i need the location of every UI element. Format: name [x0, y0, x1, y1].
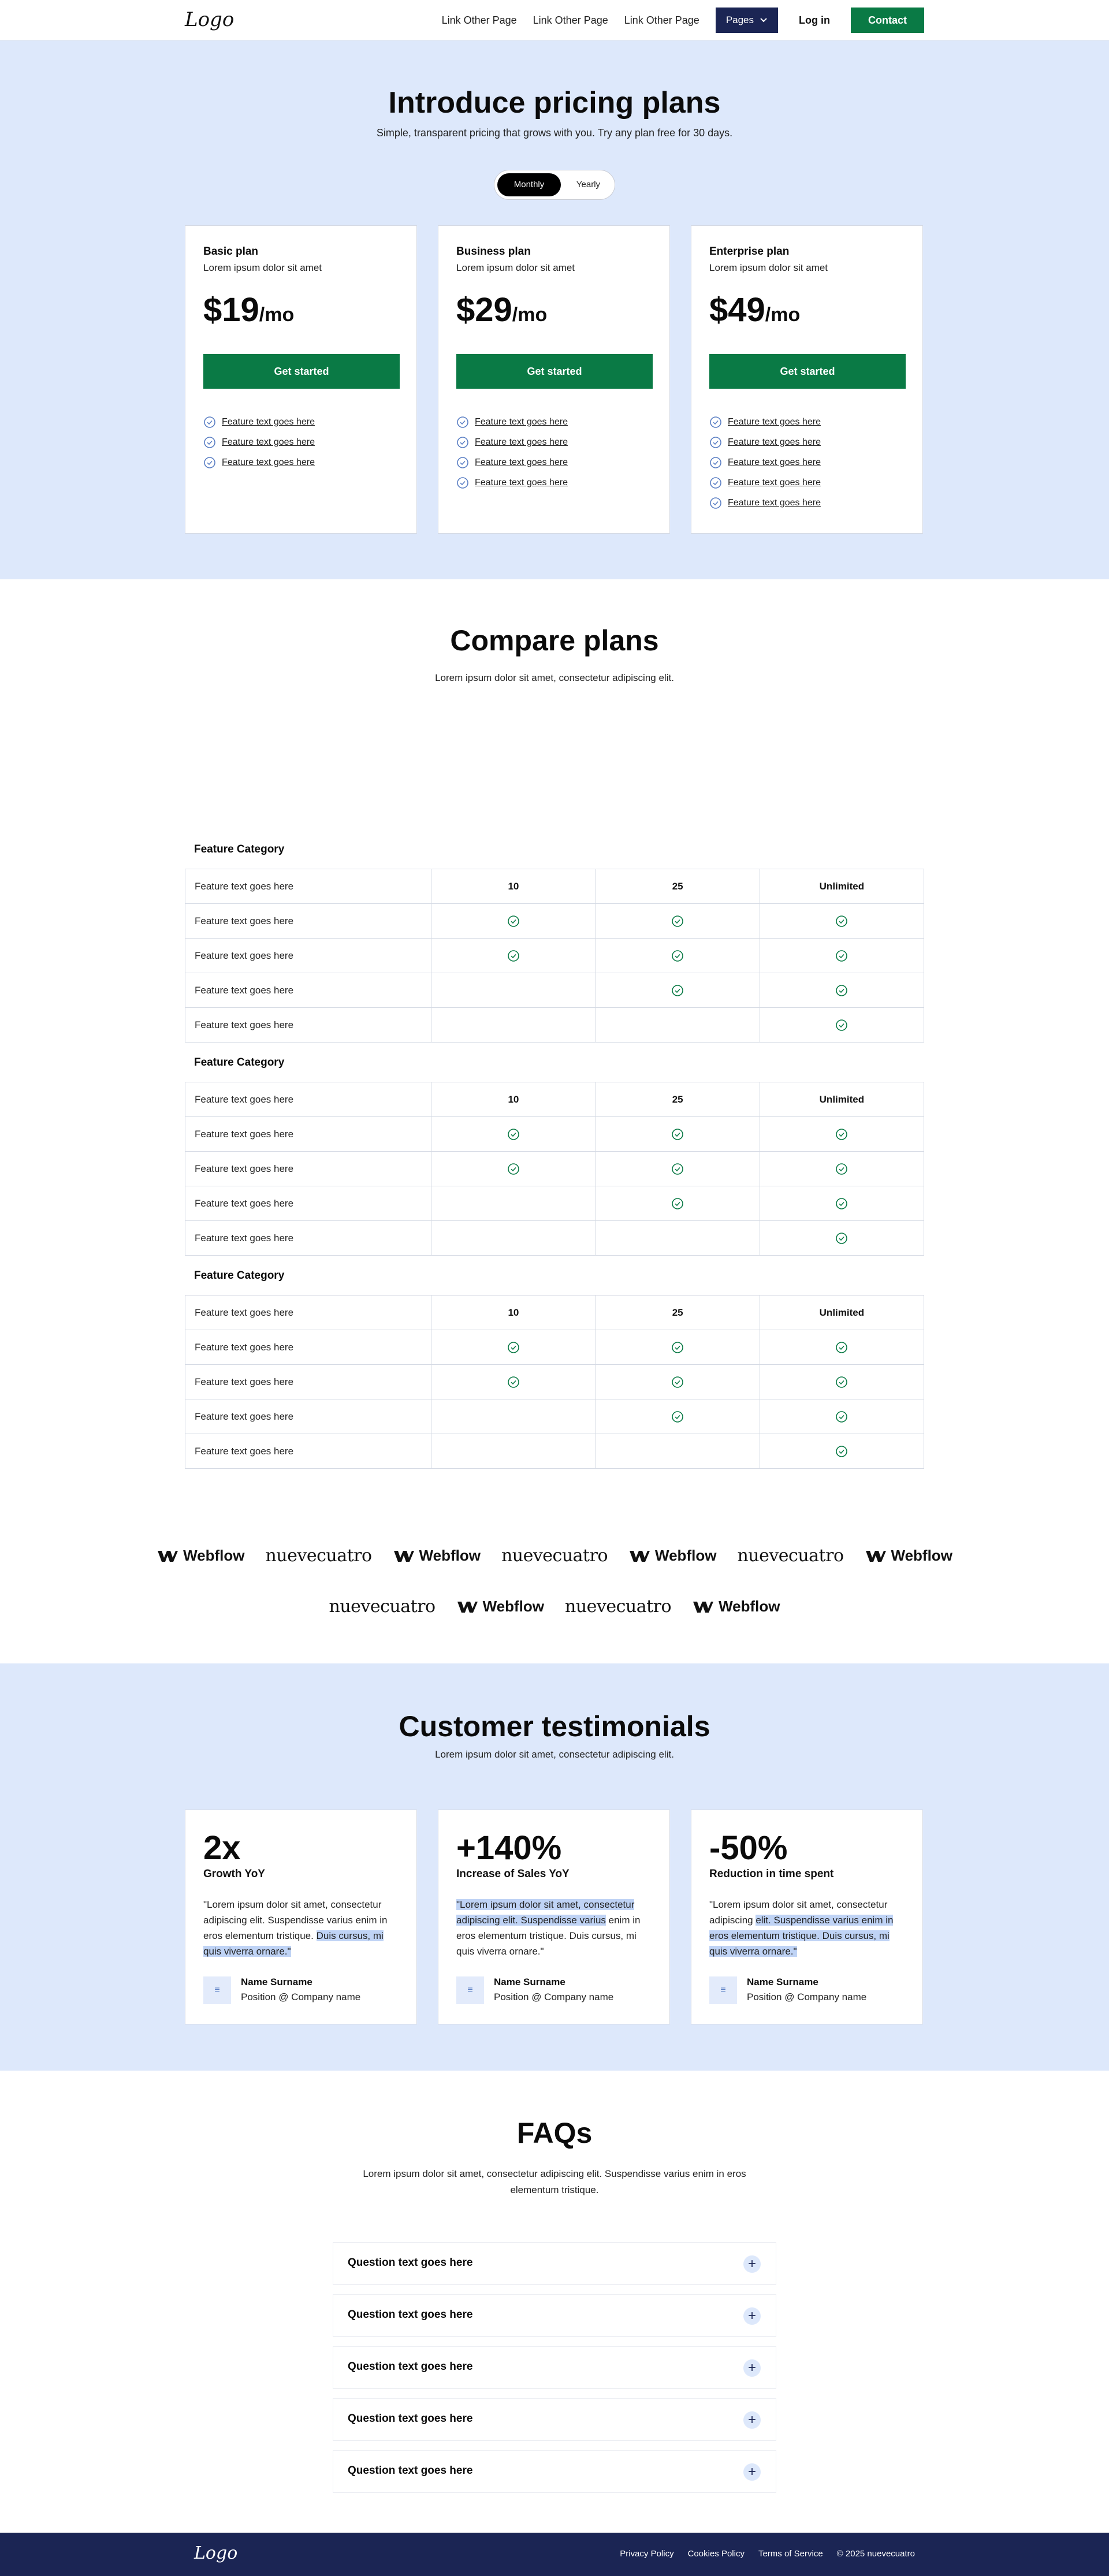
brand-logo-nuevecuatro: nuevecuatro	[501, 1546, 608, 1566]
compare-feature-label: Feature text goes here	[185, 1082, 431, 1117]
check-circle-icon	[507, 915, 520, 928]
nav-link-2[interactable]: Link Other Page	[533, 14, 608, 26]
compare-cell	[760, 1008, 924, 1043]
webflow-logo-icon	[628, 1549, 650, 1563]
check-circle-icon	[835, 1445, 848, 1458]
table-row	[185, 904, 924, 939]
compare-value: Unlimited	[760, 1082, 924, 1117]
brand-name: Webflow	[891, 1547, 952, 1564]
testimonial-stat: -50%	[709, 1829, 788, 1867]
logo[interactable]: Logo	[185, 8, 235, 31]
compare-cell	[760, 1330, 924, 1365]
compare-cell	[596, 1434, 760, 1469]
table-row	[185, 1186, 924, 1221]
check-circle-icon	[456, 416, 469, 429]
get-started-button[interactable]: Get started	[709, 354, 906, 389]
compare-cell	[431, 1330, 596, 1365]
plus-icon[interactable]: +	[743, 2307, 761, 2325]
testimonial-stat-label: Increase of Sales YoY	[456, 1868, 570, 1880]
feature-category-title: Feature Category	[194, 1056, 285, 1069]
compare-feature-label: Feature text goes here	[185, 1008, 431, 1043]
plan-feature-list	[456, 412, 568, 493]
faq-title: FAQs	[516, 2117, 593, 2149]
feature-category-title: Feature Category	[194, 1270, 285, 1282]
plus-icon[interactable]: +	[743, 2359, 761, 2377]
pricing-section	[0, 40, 1109, 579]
table-row	[185, 973, 924, 1008]
plan-feature	[709, 412, 821, 432]
plan-feature-text[interactable]: Feature text goes here	[728, 457, 821, 467]
check-circle-icon	[709, 416, 722, 429]
table-row	[185, 1221, 924, 1256]
brand-logo-nuevecuatro: nuevecuatro	[565, 1596, 672, 1617]
plan-feature-text[interactable]: Feature text goes here	[728, 416, 821, 427]
table-row	[185, 1330, 924, 1365]
brand-name: Webflow	[482, 1598, 544, 1615]
testimonial-name: Name Surname	[241, 1976, 312, 1987]
check-circle-icon	[835, 1197, 848, 1210]
contact-button[interactable]: Contact	[851, 8, 924, 33]
top-navbar	[0, 0, 1109, 40]
compare-cell	[431, 1008, 596, 1043]
check-circle-icon	[671, 984, 684, 997]
testimonial-card	[185, 1810, 417, 2024]
plan-feature	[456, 412, 568, 432]
compare-value: Unlimited	[760, 869, 924, 904]
compare-feature-label: Feature text goes here	[185, 1434, 431, 1469]
brand-logo-webflow	[692, 1598, 780, 1615]
login-link[interactable]: Log in	[799, 14, 830, 26]
quote-text: "Lorem ipsum dolor sit amet, consectetur adipiscing elit. Suspendisse varius enim in eros elementum tristique.	[203, 1899, 388, 1941]
table-row	[185, 1296, 924, 1330]
check-circle-icon	[835, 1163, 848, 1175]
brand-logo-webflow	[865, 1547, 952, 1565]
testimonial-card	[438, 1810, 670, 2024]
quote-highlight: Duis cursus, mi quis viverra ornare."	[203, 1930, 384, 1957]
pricing-subtitle: Simple, transparent pricing that grows with you. Try any plan free for 30 days.	[376, 127, 733, 139]
compare-cell	[431, 1186, 596, 1221]
faq-item[interactable]	[333, 2450, 776, 2493]
check-circle-icon	[709, 436, 722, 449]
check-circle-icon	[456, 456, 469, 469]
compare-cell	[760, 1186, 924, 1221]
brand-logo-webflow	[628, 1547, 716, 1565]
toggle-monthly[interactable]: Monthly	[497, 173, 561, 196]
check-circle-icon	[507, 950, 520, 962]
get-started-button[interactable]: Get started	[203, 354, 400, 389]
testimonial-position: Position @ Company name	[494, 1991, 614, 2002]
brand-logo-webflow	[157, 1547, 244, 1565]
check-circle-icon	[835, 950, 848, 962]
plan-feature-text[interactable]: Feature text goes here	[222, 437, 315, 447]
plan-feature-text[interactable]: Feature text goes here	[222, 457, 315, 467]
check-circle-icon	[671, 1341, 684, 1354]
compare-cell	[760, 1117, 924, 1152]
plan-feature-list	[709, 412, 821, 513]
nav-links	[442, 8, 924, 33]
plan-feature	[456, 452, 568, 472]
plus-icon[interactable]: +	[743, 2411, 761, 2429]
footer-links	[620, 2549, 915, 2559]
check-circle-icon	[671, 1410, 684, 1423]
compare-feature-label: Feature text goes here	[185, 869, 431, 904]
check-circle-icon	[835, 915, 848, 928]
check-circle-icon	[203, 456, 216, 469]
compare-cell	[760, 973, 924, 1008]
plan-price-period: /mo	[512, 304, 548, 326]
testimonial-card	[691, 1810, 923, 2024]
compare-cell	[760, 1221, 924, 1256]
compare-cell	[431, 973, 596, 1008]
plan-price	[203, 291, 294, 329]
footer-link-cookies[interactable]: Cookies Policy	[687, 2549, 745, 2559]
plan-feature-text[interactable]: Feature text goes here	[728, 497, 821, 508]
check-circle-icon	[671, 1128, 684, 1141]
plan-description: Lorem ipsum dolor sit amet	[456, 262, 575, 273]
compare-cell	[760, 1152, 924, 1186]
compare-table	[185, 1082, 924, 1256]
compare-feature-label: Feature text goes here	[185, 1117, 431, 1152]
plus-icon[interactable]: +	[743, 2463, 761, 2481]
compare-feature-label: Feature text goes here	[185, 973, 431, 1008]
brand-name: Webflow	[419, 1547, 481, 1564]
compare-cell	[431, 904, 596, 939]
webflow-logo-icon	[456, 1600, 478, 1614]
get-started-button[interactable]: Get started	[456, 354, 653, 389]
compare-cell	[431, 1434, 596, 1469]
compare-cell	[431, 1221, 596, 1256]
faq-item[interactable]	[333, 2242, 776, 2285]
compare-cell	[596, 1008, 760, 1043]
compare-cell	[760, 939, 924, 973]
footer-logo[interactable]: Logo	[194, 2543, 238, 2563]
testimonial-stat-label: Growth YoY	[203, 1868, 265, 1880]
plan-feature-text[interactable]: Feature text goes here	[222, 416, 315, 427]
webflow-logo-icon	[393, 1549, 415, 1563]
testimonial-name: Name Surname	[747, 1976, 818, 1987]
table-row	[185, 1008, 924, 1043]
compare-feature-label: Feature text goes here	[185, 1330, 431, 1365]
plan-name: Enterprise plan	[709, 245, 790, 258]
table-row	[185, 1152, 924, 1186]
brand-name: Webflow	[655, 1547, 717, 1564]
plan-feature-list	[203, 412, 315, 472]
table-row	[185, 939, 924, 973]
quote-highlight: elit. Suspendisse varius enim in eros elementum tristique. Duis cursus, mi quis viverra ornare."	[709, 1915, 894, 1957]
plus-icon[interactable]: +	[743, 2255, 761, 2273]
plan-price-amount: $49	[709, 291, 765, 329]
compare-cell	[431, 939, 596, 973]
compare-cell	[760, 1365, 924, 1399]
check-circle-icon	[671, 1197, 684, 1210]
compare-value: 25	[596, 869, 760, 904]
footer-copyright: © 2025 nuevecuatro	[836, 2549, 915, 2559]
check-circle-icon	[709, 497, 722, 509]
compare-value: 25	[596, 1296, 760, 1330]
compare-cell	[596, 1399, 760, 1434]
check-circle-icon	[456, 436, 469, 449]
testimonials-section	[0, 1663, 1109, 2071]
testimonial-position: Position @ Company name	[747, 1991, 867, 2002]
compare-value: Unlimited	[760, 1296, 924, 1330]
testimonial-stat: +140%	[456, 1829, 562, 1867]
nav-link-1[interactable]: Link Other Page	[441, 14, 517, 26]
plan-feature-text[interactable]: Feature text goes here	[728, 477, 821, 487]
feature-category-title: Feature Category	[194, 843, 285, 855]
table-row	[185, 869, 924, 904]
avatar-placeholder-icon: ≡	[203, 1976, 231, 2004]
compare-subtitle: Lorem ipsum dolor sit amet, consectetur adipiscing elit.	[435, 672, 674, 683]
check-circle-icon	[709, 477, 722, 489]
check-circle-icon	[835, 1128, 848, 1141]
testimonial-stat: 2x	[203, 1829, 241, 1867]
check-circle-icon	[709, 456, 722, 469]
footer-link-terms[interactable]: Terms of Service	[758, 2549, 823, 2559]
testimonial-quote	[709, 1897, 907, 1959]
compare-feature-label: Feature text goes here	[185, 904, 431, 939]
plan-name: Basic plan	[203, 245, 259, 258]
testimonial-position: Position @ Company name	[241, 1991, 361, 2002]
compare-feature-label: Feature text goes here	[185, 1152, 431, 1186]
testimonial-quote	[456, 1897, 654, 1959]
plan-feature	[203, 452, 315, 472]
footer-link-privacy[interactable]: Privacy Policy	[620, 2549, 674, 2559]
faq-question: Question text goes here	[348, 2413, 473, 2425]
compare-cell	[431, 1365, 596, 1399]
plan-feature	[456, 432, 568, 452]
compare-cell	[596, 1365, 760, 1399]
check-circle-icon	[835, 1410, 848, 1423]
webflow-logo-icon	[692, 1600, 714, 1614]
check-circle-icon	[507, 1376, 520, 1388]
check-circle-icon	[671, 950, 684, 962]
compare-cell	[760, 904, 924, 939]
compare-value: 10	[431, 869, 596, 904]
plan-feature-text[interactable]: Feature text goes here	[475, 416, 568, 427]
testimonial-stat-label: Reduction in time spent	[709, 1868, 834, 1880]
plan-card	[438, 225, 670, 534]
compare-title: Compare plans	[450, 624, 659, 657]
quote-text-tail: enim in eros elementum tristique. Duis cursus, mi quis viverra ornare."	[456, 1915, 641, 1957]
compare-cell	[596, 1152, 760, 1186]
plan-name: Business plan	[456, 245, 531, 258]
table-row	[185, 1399, 924, 1434]
plan-description: Lorem ipsum dolor sit amet	[709, 262, 828, 273]
faq-item[interactable]	[333, 2346, 776, 2389]
footer	[0, 2533, 1109, 2576]
quote-text: "Lorem ipsum dolor sit amet, consectetur adipiscing	[709, 1899, 888, 1926]
plan-price-amount: $19	[203, 291, 259, 329]
compare-cell	[596, 939, 760, 973]
check-circle-icon	[671, 1163, 684, 1175]
compare-cell	[760, 1399, 924, 1434]
toggle-yearly[interactable]: Yearly	[576, 180, 601, 189]
brand-logo-nuevecuatro: nuevecuatro	[329, 1596, 436, 1617]
table-row	[185, 1434, 924, 1469]
brand-logo-nuevecuatro: nuevecuatro	[265, 1546, 372, 1566]
testimonials-subtitle: Lorem ipsum dolor sit amet, consectetur adipiscing elit.	[435, 1749, 674, 1760]
check-circle-icon	[507, 1341, 520, 1354]
compare-cell	[431, 1117, 596, 1152]
brand-name: Webflow	[719, 1598, 780, 1615]
testimonials-title: Customer testimonials	[399, 1710, 710, 1743]
plan-feature	[709, 472, 821, 493]
compare-feature-label: Feature text goes here	[185, 1399, 431, 1434]
avatar-placeholder-icon: ≡	[456, 1976, 484, 2004]
faq-question: Question text goes here	[348, 2361, 473, 2373]
compare-feature-label: Feature text goes here	[185, 939, 431, 973]
faq-question: Question text goes here	[348, 2465, 473, 2477]
compare-table	[185, 1295, 924, 1469]
nav-link-3[interactable]: Link Other Page	[624, 14, 699, 26]
check-circle-icon	[203, 416, 216, 429]
billing-toggle	[494, 170, 615, 200]
compare-cell	[596, 1221, 760, 1256]
compare-feature-label: Feature text goes here	[185, 1296, 431, 1330]
compare-cell	[760, 1434, 924, 1469]
check-circle-icon	[507, 1163, 520, 1175]
check-circle-icon	[203, 436, 216, 449]
compare-table	[185, 869, 924, 1043]
pages-dropdown[interactable]	[716, 8, 778, 33]
plan-feature	[709, 452, 821, 472]
plan-price	[456, 291, 547, 329]
check-circle-icon	[835, 1232, 848, 1245]
compare-feature-label: Feature text goes here	[185, 1365, 431, 1399]
compare-cell	[596, 1186, 760, 1221]
plan-card	[691, 225, 923, 534]
plan-feature-text[interactable]: Feature text goes here	[475, 477, 568, 487]
check-circle-icon	[671, 915, 684, 928]
check-circle-icon	[835, 984, 848, 997]
plan-description: Lorem ipsum dolor sit amet	[203, 262, 322, 273]
compare-value: 10	[431, 1296, 596, 1330]
logo-row	[0, 1546, 1109, 1566]
check-circle-icon	[835, 1019, 848, 1032]
faq-subtitle: Lorem ipsum dolor sit amet, consectetur adipiscing elit. Suspendisse varius enim in eros elementum tristique.	[363, 2168, 746, 2195]
brand-logo-nuevecuatro: nuevecuatro	[737, 1546, 844, 1566]
plan-feature-text[interactable]: Feature text goes here	[475, 457, 568, 467]
avatar-placeholder-icon: ≡	[709, 1976, 737, 2004]
plan-price-period: /mo	[765, 304, 801, 326]
compare-cell	[596, 904, 760, 939]
logo-row	[0, 1596, 1109, 1617]
check-circle-icon	[671, 1376, 684, 1388]
brand-name: Webflow	[183, 1547, 245, 1564]
compare-value: 10	[431, 1082, 596, 1117]
brand-logo-webflow	[456, 1598, 544, 1615]
plan-card	[185, 225, 417, 534]
check-circle-icon	[835, 1376, 848, 1388]
chevron-down-icon	[760, 17, 768, 23]
pricing-title: Introduce pricing plans	[388, 86, 721, 120]
plan-feature-text[interactable]: Feature text goes here	[728, 437, 821, 447]
plan-price-period: /mo	[259, 304, 295, 326]
faq-question: Question text goes here	[348, 2257, 473, 2269]
testimonial-quote	[203, 1897, 401, 1959]
pages-label: Pages	[725, 14, 754, 25]
table-row	[185, 1117, 924, 1152]
check-circle-icon	[456, 477, 469, 489]
webflow-logo-icon	[865, 1549, 887, 1563]
faq-item[interactable]	[333, 2294, 776, 2337]
table-row	[185, 1082, 924, 1117]
faq-item[interactable]	[333, 2398, 776, 2441]
compare-feature-label: Feature text goes here	[185, 1186, 431, 1221]
compare-cell	[596, 1330, 760, 1365]
faq-question: Question text goes here	[348, 2309, 473, 2321]
webflow-logo-icon	[157, 1549, 178, 1563]
check-circle-icon	[835, 1341, 848, 1354]
plan-feature	[709, 432, 821, 452]
plan-feature	[203, 412, 315, 432]
table-row	[185, 1365, 924, 1399]
plan-feature	[456, 472, 568, 493]
plan-feature	[203, 432, 315, 452]
plan-feature	[709, 493, 821, 513]
check-circle-icon	[507, 1128, 520, 1141]
quote-highlight: "Lorem ipsum dolor sit amet, consectetur adipiscing elit. Suspendisse varius	[456, 1899, 635, 1926]
plan-feature-text[interactable]: Feature text goes here	[475, 437, 568, 447]
compare-value: 25	[596, 1082, 760, 1117]
compare-cell	[431, 1399, 596, 1434]
compare-feature-label: Feature text goes here	[185, 1221, 431, 1256]
compare-cell	[596, 973, 760, 1008]
plan-price-amount: $29	[456, 291, 512, 329]
compare-cell	[596, 1117, 760, 1152]
plan-price	[709, 291, 800, 329]
testimonial-name: Name Surname	[494, 1976, 565, 1987]
compare-cell	[431, 1152, 596, 1186]
brand-logo-webflow	[393, 1547, 481, 1565]
